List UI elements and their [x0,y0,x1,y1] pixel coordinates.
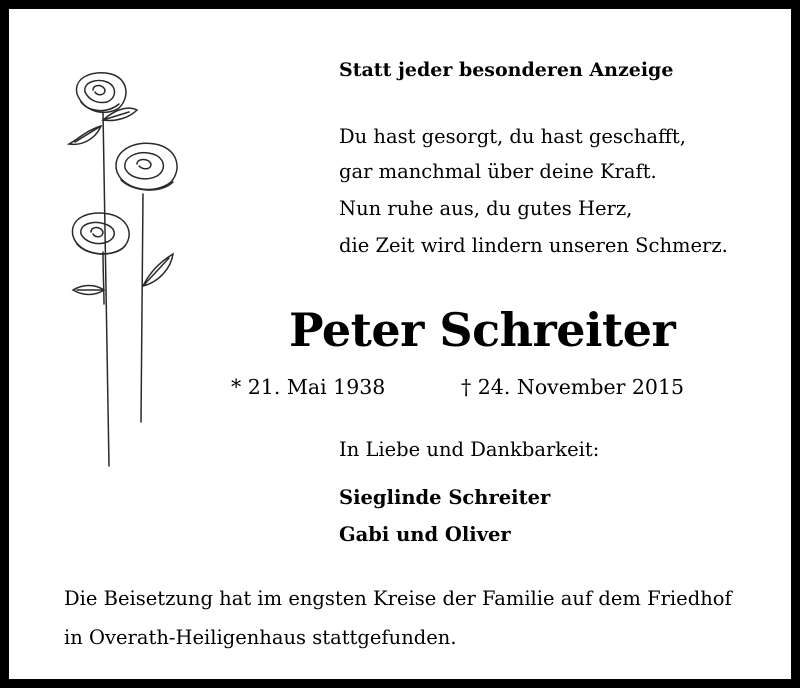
funeral-note-line-2: in Overath-Heiligenhaus stattgefunden. [64,626,457,649]
birth-date: * 21. Mai 1938 [231,375,386,399]
family-member-2: Gabi und Oliver [339,523,511,546]
poem-line-3: Nun ruhe aus, du gutes Herz, [339,197,633,220]
family-member-1: Sieglinde Schreiter [339,486,551,509]
intro-line: Statt jeder besonderen Anzeige [339,59,674,81]
deceased-name: Peter Schreiter [289,303,676,357]
funeral-note-line-1: Die Beisetzung hat im engsten Kreise der Familie auf dem Friedhof [64,587,732,610]
roses-illustration [59,64,199,474]
poem-line-2: gar manchmal über deine Kraft. [339,160,657,183]
poem-line-4: die Zeit wird lindern unseren Schmerz. [339,234,728,257]
rose-lower-icon [72,213,129,254]
thanks-line: In Liebe und Dankbarkeit: [339,438,600,461]
poem-line-1: Du hast gesorgt, du hast geschafft, [339,125,686,148]
rose-middle-icon [116,143,177,190]
death-date: † 24. November 2015 [461,375,685,399]
rose-top-icon [77,73,126,113]
